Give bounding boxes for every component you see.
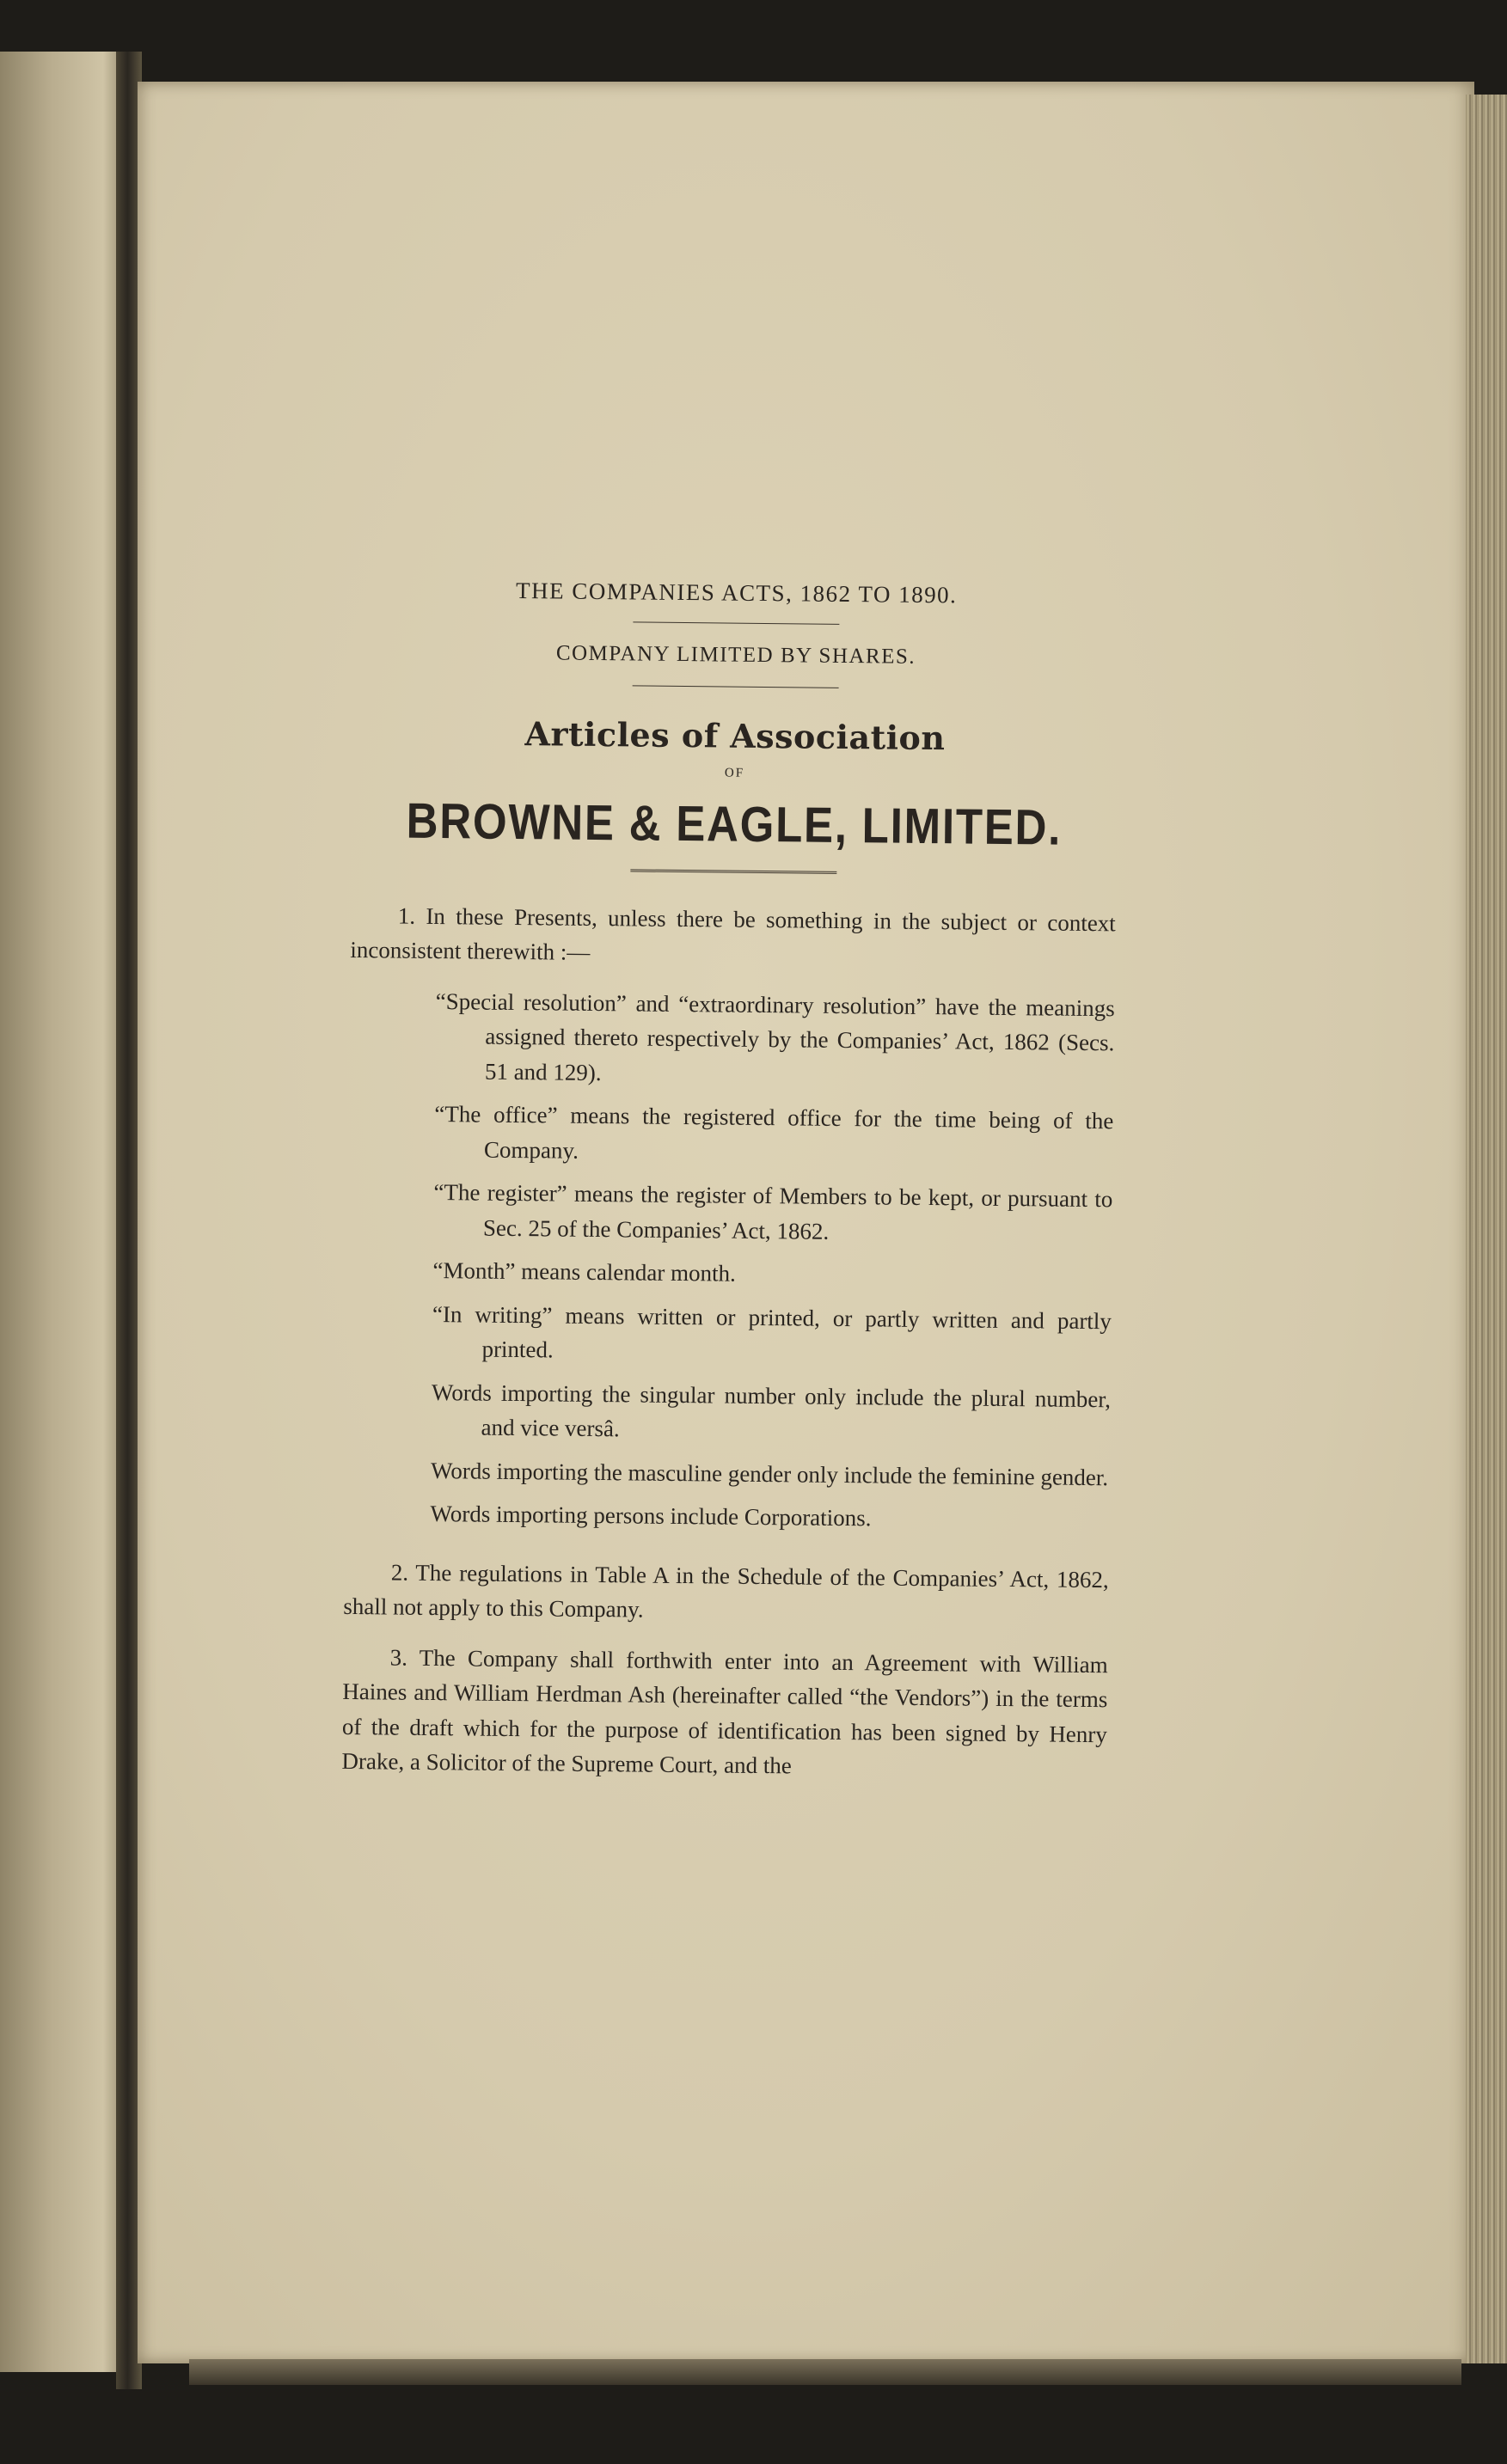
double-rule: [630, 869, 836, 876]
article-text: The regulations in Table A in the Schedule of the Companies’ Act, 1862, shall not apply to this Company.: [343, 1559, 1109, 1623]
article-2: [343, 1554, 1109, 1631]
company-name: BROWNE & EAGLE, LIMITED.: [406, 792, 1063, 856]
article-number: 2.: [390, 1559, 409, 1586]
of-label: OF: [724, 766, 745, 780]
article-text: The Company shall forthwith enter into an Agreement with William Haines and William Herdman Ash (hereinafter called “the Vendors”) in the terms of the draft which for the purpose of identification has been signed by Henry Drake, a Solicitor of the Supreme Court, and the: [341, 1644, 1108, 1779]
page-content: [341, 572, 1119, 1802]
left-page-edge: [0, 52, 129, 2372]
definition-item: “The office” means the registered office for the time being of the Company.: [434, 1101, 1114, 1164]
article-3: [341, 1639, 1108, 1786]
definition-item: “Special resolution” and “extraordinary resolution” have the meanings assigned thereto respectively by the Companies’ Act, 1862 (Secs. 51 and 129).: [435, 987, 1115, 1085]
definition-item: Words importing the singular number only include the plural number, and vice versâ.: [431, 1379, 1112, 1442]
book-bottom-edge: [189, 2359, 1461, 2385]
acts-heading: THE COMPANIES ACTS, 1862 TO 1890.: [515, 577, 958, 608]
definition-item: Words importing the masculine gender only include the feminine gender.: [430, 1457, 1109, 1490]
definition-item: “In writing” means written or printed, or partly written and partly printed.: [432, 1300, 1112, 1363]
page-edges-right: [1466, 95, 1507, 2363]
divider-rule: [633, 685, 839, 688]
definition-item: “Month” means calendar month.: [432, 1257, 737, 1287]
article-text: In these Presents, unless there be something in the subject or context inconsistent therewith :—: [350, 902, 1116, 965]
definition-item: “The register” means the register of Members to be kept, or pursuant to Sec. 25 of the Companies’ Act, 1862.: [433, 1179, 1113, 1244]
company-type-heading: COMPANY LIMITED BY SHARES.: [555, 640, 916, 669]
divider-rule: [633, 621, 839, 625]
article-number: 3.: [389, 1644, 408, 1671]
articles-title: Articles of Association: [524, 714, 946, 758]
definition-item: Words importing persons include Corporations.: [430, 1500, 872, 1532]
article-1: [350, 897, 1116, 975]
article-number: 1.: [397, 902, 416, 929]
